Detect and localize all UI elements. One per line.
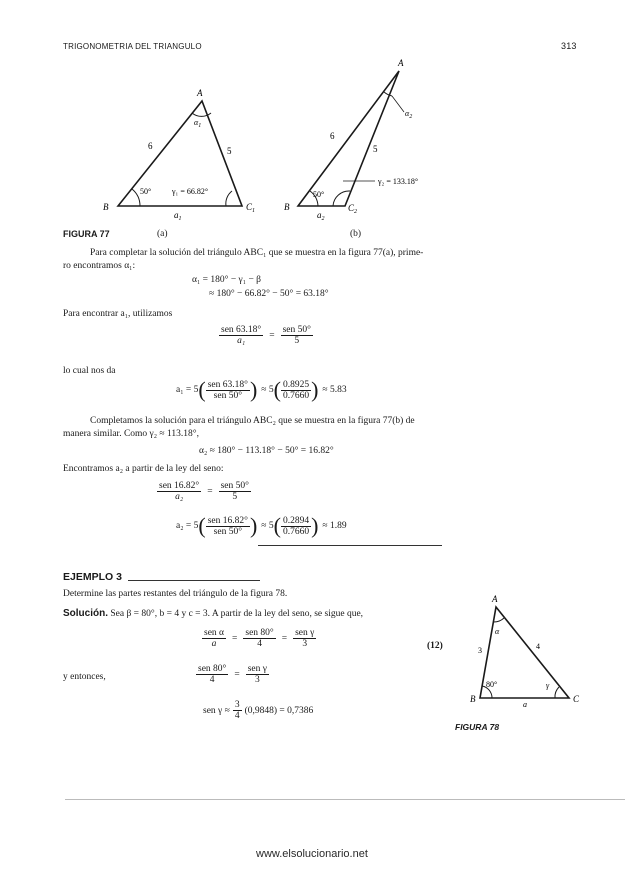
vertex-a: A bbox=[197, 88, 203, 98]
equals-sign: = bbox=[234, 669, 240, 680]
fraction-numerator: sen 50° bbox=[220, 481, 249, 491]
equation-law-of-sines-3 bbox=[202, 628, 316, 649]
paragraph-3: lo cual nos da bbox=[63, 366, 116, 376]
fraction-denominator: 4 bbox=[257, 639, 262, 649]
result: ≈ 1.89 bbox=[322, 521, 347, 531]
bottom-rule bbox=[65, 799, 625, 800]
page-number: 313 bbox=[561, 41, 577, 51]
right-paren: ) bbox=[249, 513, 258, 538]
fraction-numerator: 3 bbox=[234, 700, 240, 710]
lhs: a₂ = 5 bbox=[176, 521, 199, 531]
approx: ≈ 5 bbox=[261, 521, 274, 531]
figure-78-label: FIGURA 78 bbox=[455, 722, 500, 732]
equation-sin-gamma bbox=[203, 700, 313, 721]
fraction-numerator: sen 50° bbox=[282, 325, 311, 335]
fraction-denominator: 0.7660 bbox=[282, 526, 310, 537]
fraction-numerator: 0.8925 bbox=[282, 379, 310, 390]
left-paren: ( bbox=[273, 513, 281, 538]
side-ac-label: 4 bbox=[536, 642, 540, 651]
solution-line bbox=[63, 608, 363, 619]
fraction-denominator: 0.7660 bbox=[282, 390, 310, 401]
fraction-numerator: sen 16.82° bbox=[207, 515, 248, 526]
fraction-denominator: sen 50° bbox=[213, 390, 242, 401]
equation-a1-result bbox=[176, 379, 347, 401]
fraction-numerator: sen α bbox=[204, 628, 225, 638]
alpha-label: $\alpha_2$ bbox=[405, 109, 413, 120]
equals-sign: = bbox=[207, 486, 213, 497]
example-title-rule bbox=[128, 580, 260, 581]
equals-sign: = bbox=[232, 633, 238, 644]
footer-link[interactable]: www.elsolucionario.net bbox=[256, 848, 368, 860]
fraction-numerator: 0.2894 bbox=[282, 515, 310, 526]
paragraph-4-line-2: manera similar. Como γ₂ ≈ 113.18°, bbox=[63, 429, 199, 439]
approx: ≈ 5 bbox=[261, 385, 274, 395]
paragraph-1-line-2: ro encontramos α₁: bbox=[63, 261, 136, 271]
vertex-a: A bbox=[398, 58, 404, 68]
equation-law-of-sines-4 bbox=[196, 664, 269, 685]
figure-77b-caption: (b) bbox=[350, 229, 362, 239]
fraction-numerator: sen γ bbox=[295, 628, 315, 638]
equation-law-of-sines-1 bbox=[219, 325, 313, 346]
fraction-denominator: 3 bbox=[302, 639, 308, 649]
end-of-example-rule bbox=[258, 545, 442, 546]
then-text: y entonces, bbox=[63, 672, 106, 682]
example-statement: Determine las partes restantes del triángulo de la figura 78. bbox=[63, 589, 288, 599]
figure-77-label: FIGURA 77 bbox=[63, 229, 110, 239]
vertex-c: $C_1$ bbox=[246, 202, 256, 214]
fraction-numerator: sen 16.82° bbox=[159, 481, 200, 491]
fraction-numerator: sen γ bbox=[247, 664, 267, 674]
vertex-b: B bbox=[470, 694, 476, 704]
fraction-denominator: 4 bbox=[209, 675, 215, 685]
lhs: a₁ = 5 bbox=[176, 385, 199, 395]
side-ab-label: 3 bbox=[478, 646, 482, 655]
running-header: TRIGONOMETRIA DEL TRIANGULO bbox=[63, 42, 202, 51]
equation-alpha1-line-1: α₁ = 180° − γ₁ − β bbox=[192, 275, 262, 285]
fraction-numerator: sen 63.18° bbox=[207, 379, 248, 390]
side-ac-label: 5 bbox=[227, 146, 232, 156]
gamma-label: γ₁ = 66.82° bbox=[172, 187, 209, 196]
figure-77b bbox=[280, 56, 460, 226]
fraction-denominator: sen 50° bbox=[213, 526, 242, 537]
figure-78 bbox=[466, 592, 591, 717]
paragraph-1-line-1: Para completar la solución del triángulo ABC₁ que se muestra en la figura 77(a), prime- bbox=[90, 248, 424, 258]
rhs: (0,9848) = 0,7386 bbox=[244, 705, 314, 716]
fraction-denominator: a₂ bbox=[175, 492, 184, 502]
fraction-numerator: sen 80° bbox=[198, 664, 227, 674]
equation-law-of-sines-2 bbox=[157, 481, 251, 502]
figure-77a bbox=[80, 85, 280, 220]
side-ac-label: 5 bbox=[373, 144, 378, 154]
fraction-denominator: a₁ bbox=[237, 336, 246, 346]
fraction-denominator: 3 bbox=[254, 675, 260, 685]
equals-sign: = bbox=[281, 633, 288, 644]
figure-77a-caption: (a) bbox=[157, 229, 168, 239]
beta-label: 80° bbox=[486, 680, 498, 689]
fraction-numerator: sen 80° bbox=[245, 628, 274, 638]
equation-alpha2: α₂ ≈ 180° − 113.18° − 50° = 16.82° bbox=[199, 446, 334, 456]
left-paren: ( bbox=[273, 377, 281, 402]
vertex-c: C bbox=[573, 694, 580, 704]
side-bc-label: $a_1$ bbox=[174, 210, 182, 220]
equation-a2-result bbox=[176, 515, 347, 537]
gamma-label: γ bbox=[546, 681, 550, 690]
vertex-c: $C_2$ bbox=[348, 203, 358, 215]
equals-sign: = bbox=[269, 330, 275, 341]
example-title: EJEMPLO 3 bbox=[63, 571, 122, 583]
vertex-b: B bbox=[284, 202, 290, 212]
left-paren: ( bbox=[198, 377, 206, 402]
right-paren: ) bbox=[249, 377, 258, 402]
vertex-a: A bbox=[492, 594, 498, 604]
side-ab-label: 6 bbox=[148, 141, 153, 151]
beta-label: 50° bbox=[313, 190, 325, 199]
result: ≈ 5.83 bbox=[322, 385, 347, 395]
alpha-label: $\alpha_1$ bbox=[194, 118, 202, 129]
right-paren: ) bbox=[311, 377, 319, 402]
vertex-b: B bbox=[103, 202, 109, 212]
solution-text: Sea β = 80°, b = 4 y c = 3. A partir de la ley del seno, se sigue que, bbox=[110, 609, 364, 619]
side-bc-label: $a_2$ bbox=[317, 210, 325, 222]
alpha-label: α bbox=[495, 627, 500, 636]
lhs: sen γ ≈ bbox=[203, 705, 230, 716]
side-ab-label: 6 bbox=[330, 131, 335, 141]
equation-alpha1-line-2: ≈ 180° − 66.82° − 50° = 63.18° bbox=[209, 289, 329, 299]
left-paren: ( bbox=[198, 513, 206, 538]
fraction-denominator: 5 bbox=[232, 492, 238, 502]
gamma-label: γ₂ = 133.18° bbox=[378, 177, 419, 186]
paragraph-4-line-1: Completamos la solución para el triángulo ABC₂ que se muestra en la figura 77(b) de bbox=[90, 416, 415, 426]
fraction-denominator: 5 bbox=[294, 336, 300, 346]
fraction-denominator: 4 bbox=[234, 711, 240, 721]
paragraph-2: Para encontrar a₁, utilizamos bbox=[63, 309, 173, 319]
equation-number: (12) bbox=[427, 641, 443, 651]
side-bc-label: a bbox=[523, 700, 527, 709]
fraction-denominator: a bbox=[211, 639, 217, 649]
right-paren: ) bbox=[311, 513, 319, 538]
solution-label: Solución. bbox=[63, 608, 108, 619]
beta-label: 50° bbox=[140, 187, 152, 196]
fraction-numerator: sen 63.18° bbox=[221, 325, 262, 335]
paragraph-5: Encontramos a₂ a partir de la ley del seno: bbox=[63, 464, 224, 474]
